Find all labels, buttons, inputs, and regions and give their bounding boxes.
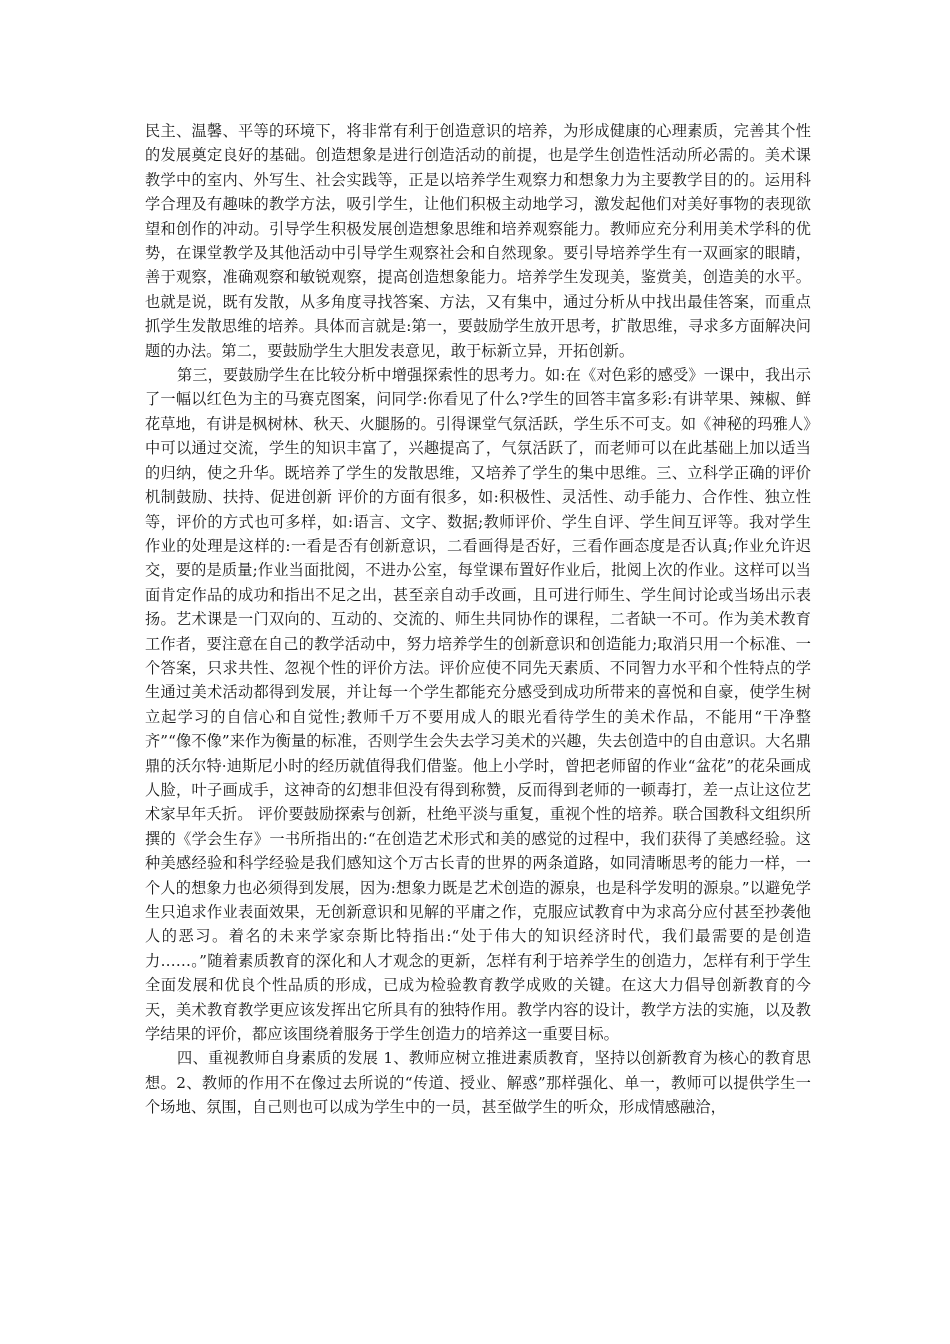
paragraph-3: 四、重视教师自身素质的发展 1、教师应树立推进素质教育，坚持以创新教育为核心的教育思想。2、教师的作用不在像过去所说的“传道、授业、解惑”那样强化、单一，教师可以提供学生一个场地、氛围，自己则也可以成为学生中的一员，甚至做学生的听众，形成情感融洽，	[145, 1049, 811, 1117]
paragraph-2: 第三，要鼓励学生在比较分析中增强探索性的思考力。如:在《对色彩的感受》一课中，我出示了一幅以红色为主的马赛克图案，问同学:你看见了什么?学生的回答丰富多彩:有讲苹果、辣椒、鲜花草地，有讲是枫树林、秋天、火腿肠的。引得课堂气氛活跃，学生乐不可支。如《神秘的玛雅人》中可以通过交流，学生的知识丰富了，兴趣提高了，气氛活跃了，而老师可以在此基础上加以适当的归纳，使之升华。既培养了学生的发散思维，又培养了学生的集中思维。三、立科学正确的评价机制鼓励、扶持、促进创新 评价的方面有很多，如:积极性、灵活性、动手能力、合作性、独立性等，评价的方式也可多样，如:语言、文字、数据;教师评价、学生自评、学生间互评等。我对学生作业的处理是这样的:一看是否有创新意识，二看画得是否好，三看作画态度是否认真;作业允许迟交，要的是质量;作业当面批阅，不进办公室，每堂课布置好作业后，批阅上次的作业。这样可以当面肯定作品的成功和指出不足之出，甚至亲自动手改画，且可进行师生、学生间讨论或当场出示表扬。艺术课是一门双向的、互动的、交流的、师生共同协作的课程，二者缺一不可。作为美术教育工作者，要注意在自己的教学活动中，努力培养学生的创新意识和创造能力;取消只用一个标准、一个答案，只求共性、忽视个性的评价方法。评价应使不同先天素质、不同智力水平和个性特点的学生通过美术活动都得到发展，并让每一个学生都能充分感受到成功所带来的喜悦和自豪，使学生树立起学习的自信心和自觉性;教师千万不要用成人的眼光看待学生的美术作品，不能用“干净整齐”“像不像”来作为衡量的标准，否则学生会失去学习美术的兴趣，失去创造中的自由意识。大名鼎鼎的沃尔特·迪斯尼小时的经历就值得我们借鉴。他上小学时，曾把老师留的作业“盆花”的花朵画成人脸，叶子画成手，这神奇的幻想非但没有得到称赞，反而得到老师的一顿毒打，差一点让这位艺术家早年夭折。 评价要鼓励探索与创新，杜绝平淡与重复，重视个性的培养。联合国教科文组织所撰的《学会生存》一书所指出的:“在创造艺术形式和美的感觉的过程中，我们获得了美感经验。这种美感经验和科学经验是我们感知这个万古长青的世界的两条道路，如同清晰思考的能力一样，一个人的想象力也必须得到发展，因为:想象力既是艺术创造的源泉，也是科学发明的源泉。”以避免学生只追求作业表面效果，无创新意识和见解的平庸之作，克服应试教育中为求高分应付甚至抄袭他人的恶习。着名的未来学家奈斯比特指出:“处于伟大的知识经济时代，我们最需要的是创造力……。”随着素质教育的深化和人才观念的更新，怎样有利于培养学生的创造力，怎样有利于学生全面发展和优良个性品质的形成，已成为检验教育教学成败的关键。在这大力倡导创新教育的今天，美术教育教学更应该发挥出它所具有的独特作用。教学内容的设计，教学方法的实施，以及教学结果的评价，都应该围绕着服务于学生创造力的培养这一重要目标。	[145, 366, 811, 1044]
document-body	[145, 119, 811, 1120]
paragraph-1: 民主、温馨、平等的环境下，将非常有利于创造意识的培养，为形成健康的心理素质，完善其个性的发展奠定良好的基础。创造想象是进行创造活动的前提，也是学生创造性活动所必需的。美术课教学中的室内、外写生、社会实践等，正是以培养学生观察力和想象力为主要教学目的的。运用科学合理及有趣味的教学方法，吸引学生，让他们积极主动地学习，激发起他们对美好事物的表现欲望和创作的冲动。引导学生积极发展创造想象思维和培养观察能力。教师应充分利用美术学科的优势，在课堂教学及其他活动中引导学生观察社会和自然现象。要引导培养学生有一双画家的眼睛，善于观察，准确观察和敏锐观察，提高创造想象能力。培养学生发现美，鉴赏美，创造美的水平。也就是说，既有发散，从多角度寻找答案、方法，又有集中，通过分析从中找出最佳答案，而重点抓学生发散思维的培养。具体而言就是:第一，要鼓励学生放开思考，扩散思维，寻求多方面解决问题的办法。第二，要鼓励学生大胆发表意见，敢于标新立异，开拓创新。	[145, 122, 811, 360]
